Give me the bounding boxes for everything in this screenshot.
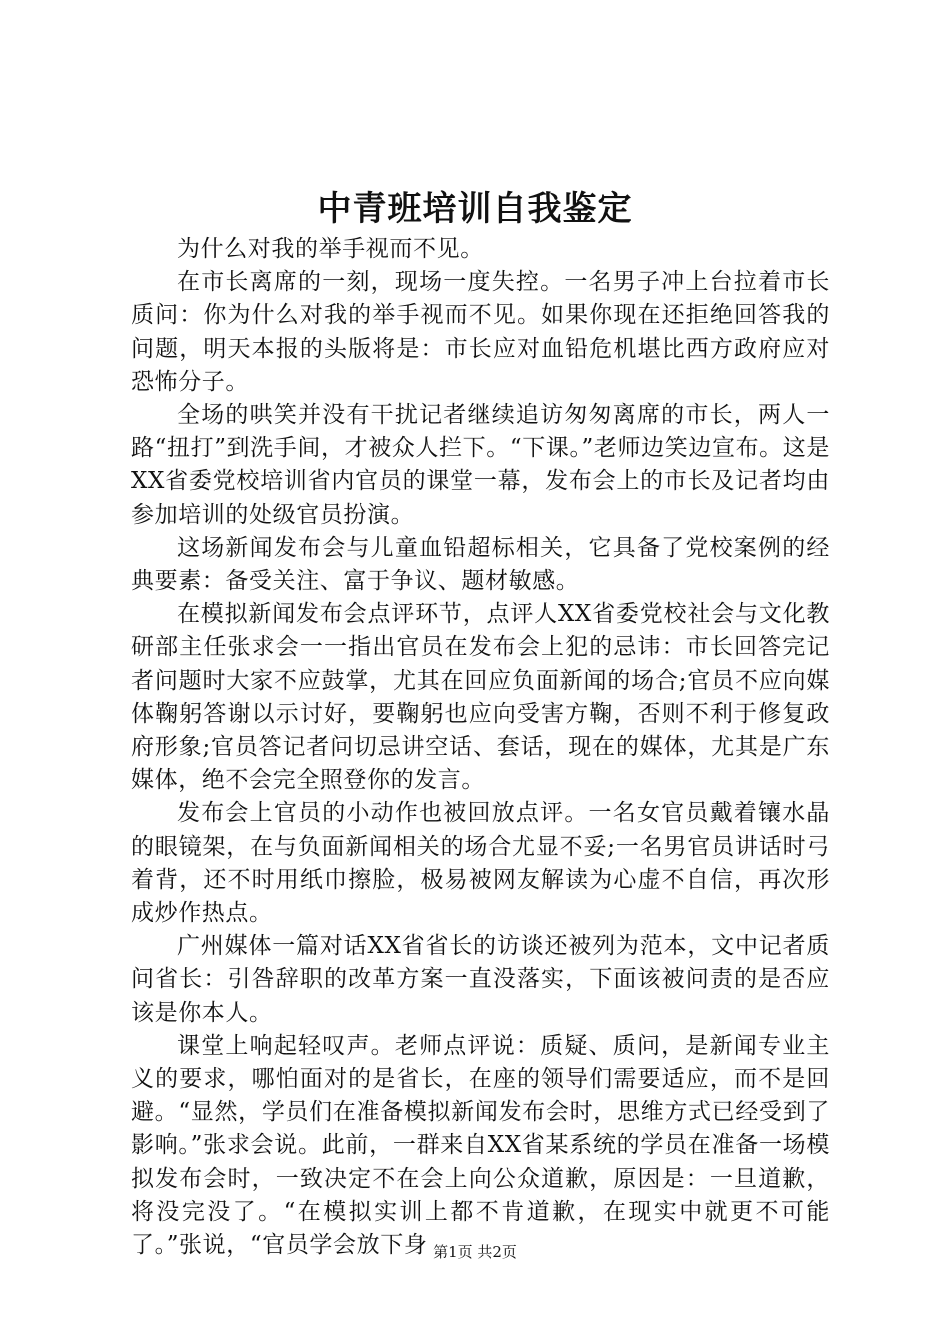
- document-body: [131, 233, 830, 1262]
- paragraph: 为什么对我的举手视而不见。: [177, 236, 484, 262]
- paragraph: 课堂上响起轻叹声。老师点评说：质疑、质问，是新闻专业主义的要求，哪怕面对的是省长，在座的领导们需要适应，而不是回避。“显然，学员们在准备模拟新闻发布会时，思维方式已经受到了影响。”张求会说。此前，一群来自XX省某系统的学员在准备一场模拟发布会时，一致决定不在会上向公众道歉，原因是：一旦道歉，将没完没了。“在模拟实训上都不肯道歉，在现实中就更不可能了。”张说，“官员学会放下身: [131, 1032, 830, 1259]
- paragraph: 发布会上官员的小动作也被回放点评。一名女官员戴着镶水晶的眼镜架，在与负面新闻相关的场合尤显不妥;一名男官员讲话时弓着背，还不时用纸巾擦脸，极易被网友解读为心虚不自信，再次形成炒作热点。: [131, 800, 830, 927]
- document-title: 中青班培训自我鉴定: [317, 189, 633, 229]
- paragraph: 全场的哄笑并没有干扰记者继续追访匆匆离席的市长，两人一路“扭打”到洗手间，才被众人拦下。“下课。”老师边笑边宣布。这是XX省委党校培训省内官员的课堂一幕，发布会上的市长及记者均由参加培训的处级官员扮演。: [131, 402, 830, 528]
- paragraph: 这场新闻发布会与儿童血铅超标相关，它具备了党校案例的经典要素：备受关注、富于争议、题材敏感。: [131, 534, 830, 595]
- paragraph: 广州媒体一篇对话XX省省长的访谈还被列为范本，文中记者质问省长：引咎辞职的改革方案一直没落实，下面该被问责的是否应该是你本人。: [131, 933, 830, 1026]
- paragraph: 在模拟新闻发布会点评环节，点评人XX省委党校社会与文化教研部主任张求会一一指出官员在发布会上犯的忌讳：市长回答完记者问题时大家不应鼓掌，尤其在回应负面新闻的场合;官员不应向媒体鞠躬答谢以示讨好，要鞠躬也应向受害方鞠，否则不利于修复政府形象;官员答记者问切忌讲空话、套话，现在的媒体，尤其是广东媒体，绝不会完全照登你的发言。: [131, 601, 830, 794]
- page-footer: 第1页 共2页: [433, 1243, 517, 1261]
- paragraph: 在市长离席的一刻，现场一度失控。一名男子冲上台拉着市长质问：你为什么对我的举手视而不见。如果你现在还拒绝回答我的问题，明天本报的头版将是：市长应对血铅危机堪比西方政府应对恐怖分子。: [131, 269, 830, 395]
